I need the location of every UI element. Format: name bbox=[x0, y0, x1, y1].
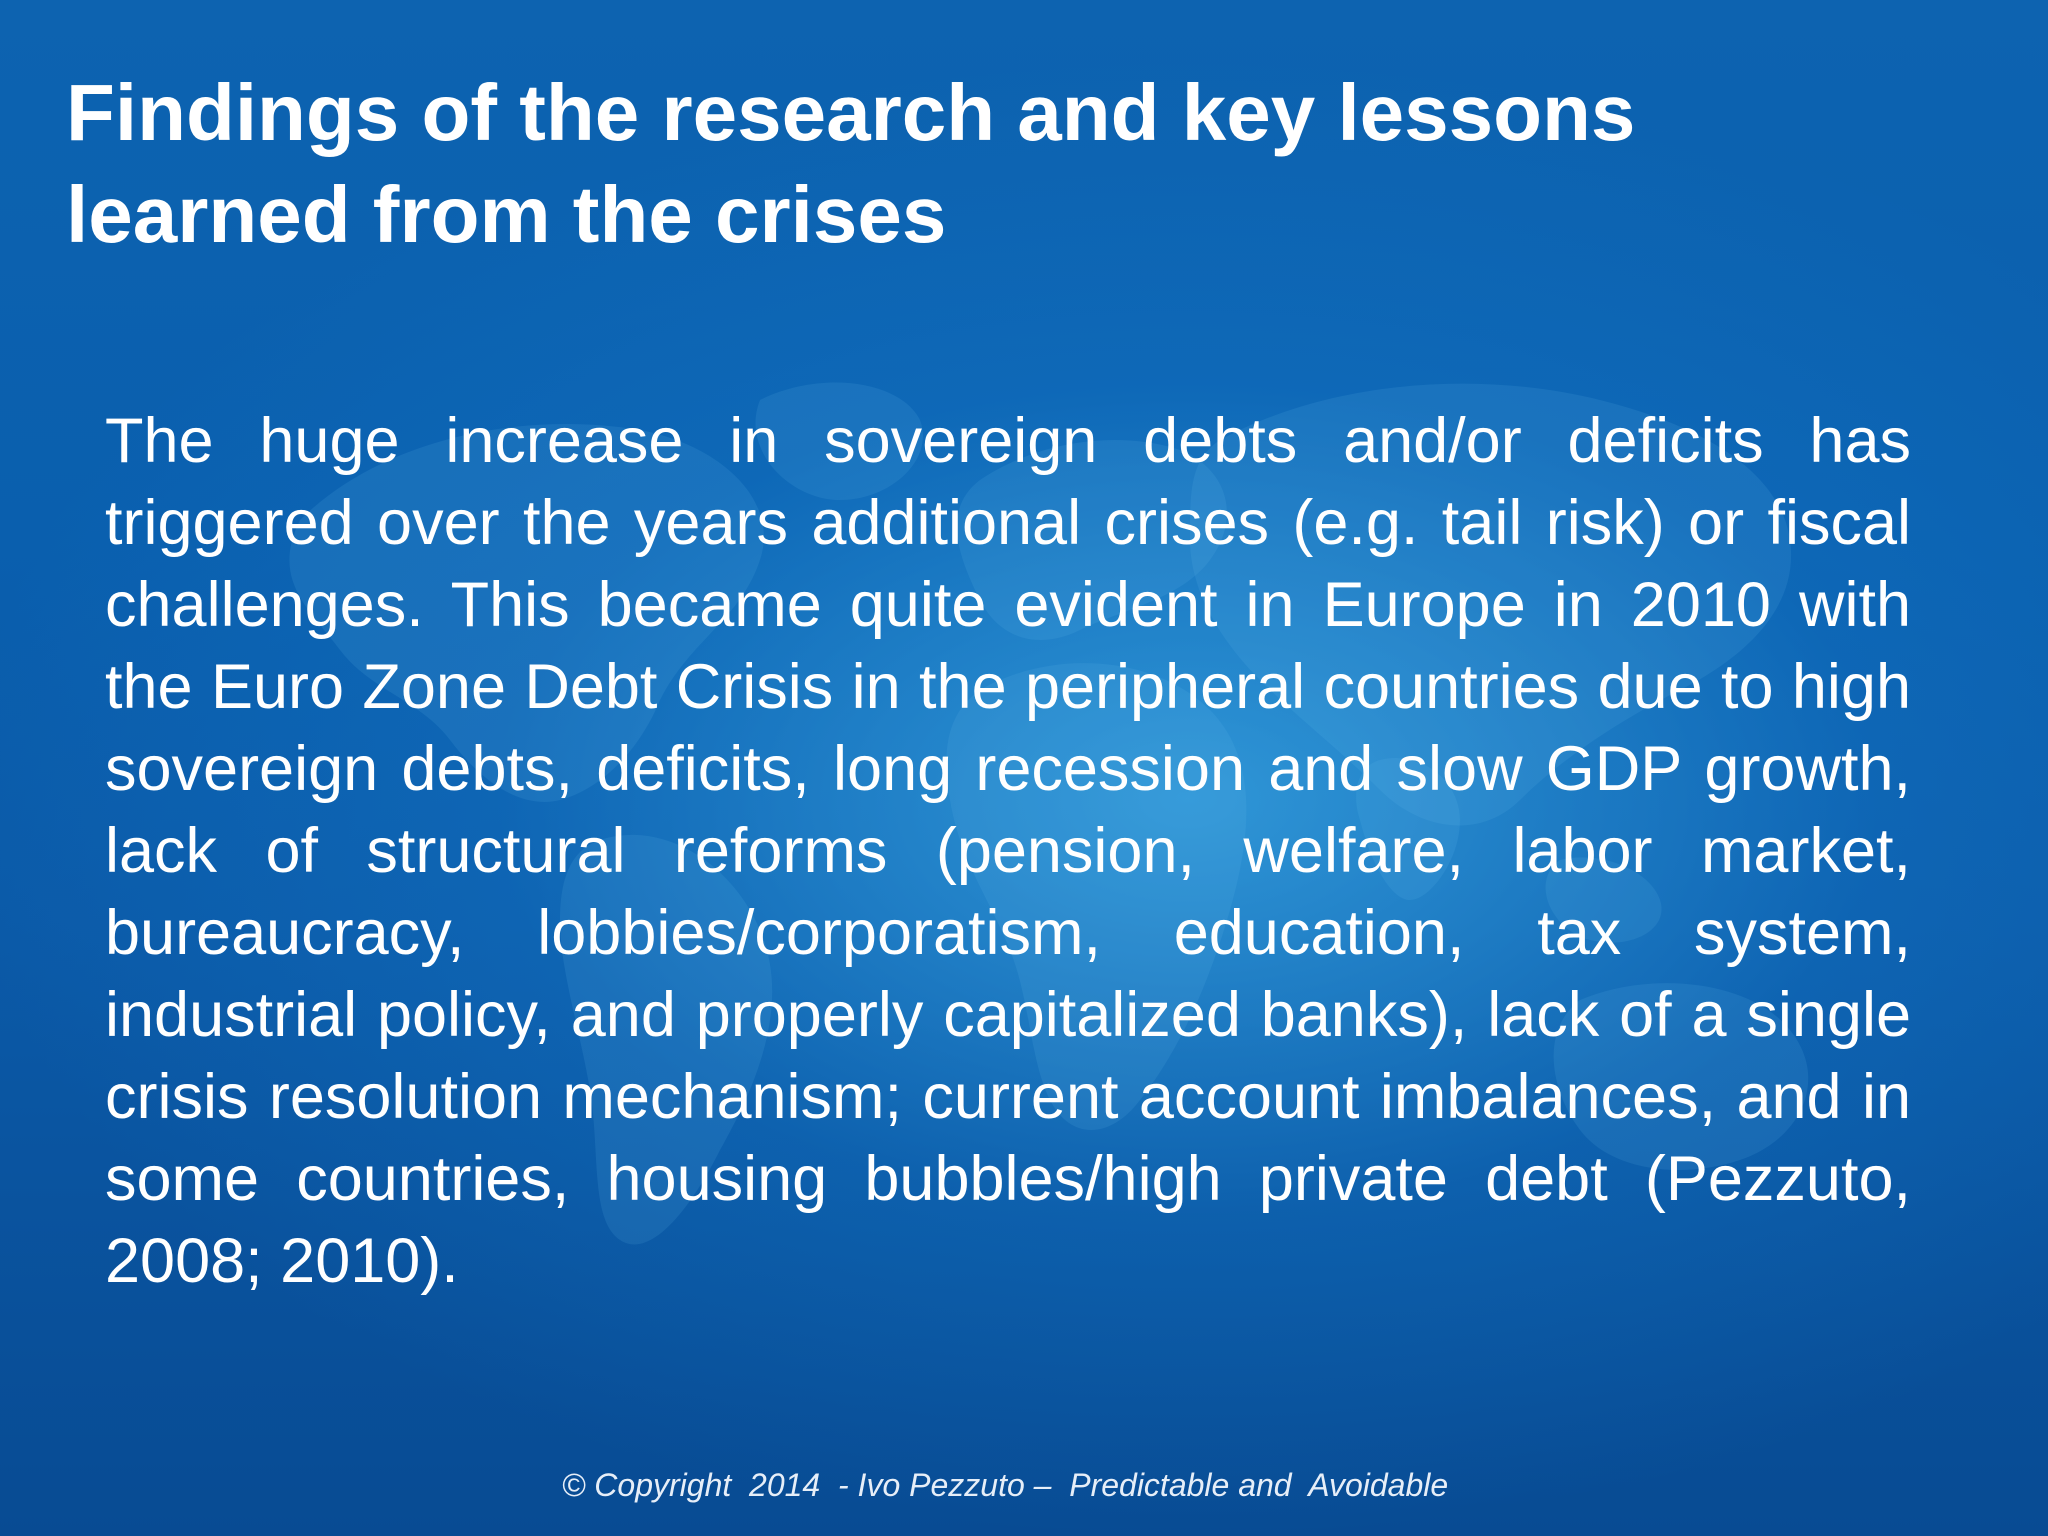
slide-body-paragraph: The huge increase in sovereign debts and/or deficits has triggered over the years additional crises (e.g. tail risk) or fiscal challenges. This became quite evident in Europe in 2010 with the Euro Zone Debt Crisis in the peripheral countries due to high sovereign debts, deficits, long recession and slow GDP growth, lack of structural reforms (pension, welfare, labor market, bureaucracy, lobbies/corporatism, education, tax system, industrial policy, and properly capitalized banks), lack of a single crisis resolution mechanism; current account imbalances, and in some countries, housing bubbles/high private debt (Pezzuto, 2008; 2010). bbox=[105, 406, 1911, 1296]
slide-title: Findings of the research and key lessons learned from the crises bbox=[66, 68, 1636, 259]
copyright-footer: © Copyright 2014 - Ivo Pezzuto – Predictable and Avoidable bbox=[561, 1467, 1449, 1503]
